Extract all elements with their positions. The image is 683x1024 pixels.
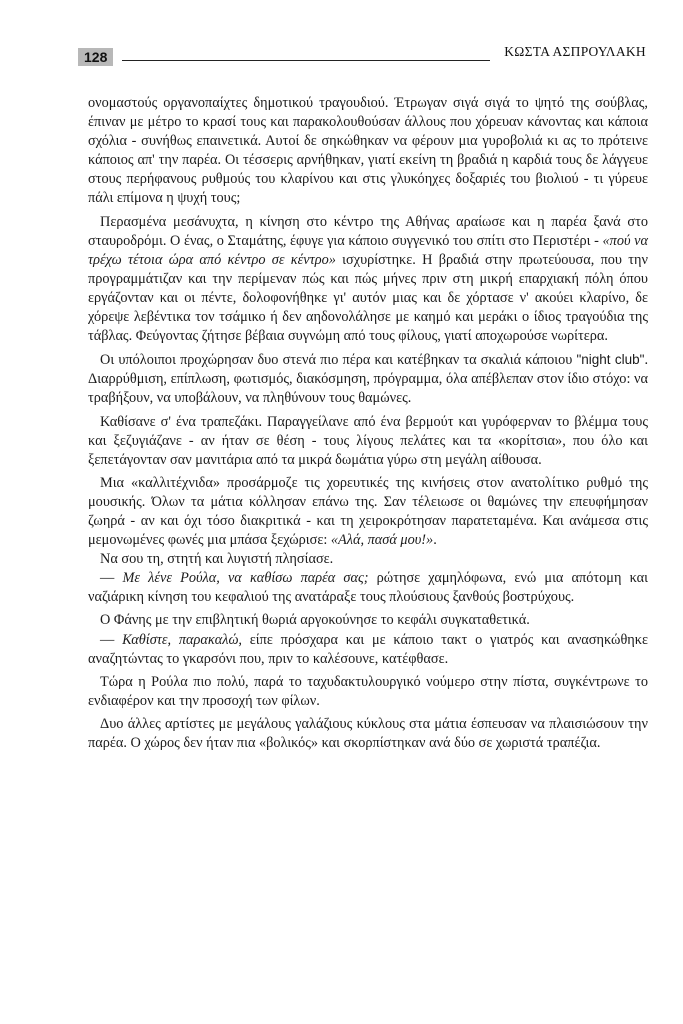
paragraph	[88, 94, 648, 209]
text-run: Με λένε Ρούλα, να καθίσω παρέα σας;	[122, 570, 369, 587]
text-run: Τώρα η Ρούλα πιο πολύ, παρά το ταχυδακτυλουργικό νούμερο στην πίστα, συγκέντρωνε το ενδιαφέρον και την προσοχή των φίλων.	[88, 673, 648, 709]
running-title: ΚΩΣΤΑ ΑΣΠΡΟΥΛΑΚΗ	[504, 44, 646, 59]
page-number: 128	[78, 48, 113, 66]
text-run: Δυο άλλες αρτίστες με μεγάλους γαλάζιους κύκλους στα μάτια έσπευσαν να πλαισιώσουν την παρέα. Ο χώρος δεν ήταν πια «βολικός» και σκορπίστηκαν ανά δύο σε χωριστά τραπέζια.	[88, 715, 648, 751]
paragraph	[88, 550, 648, 569]
text-run: —	[100, 631, 123, 648]
paragraph	[88, 474, 648, 550]
page-header	[78, 44, 646, 68]
text-run: Ο Φάνης με την επιβλητική θωριά αργοκούνησε το κεφάλι συγκαταθετικά.	[100, 612, 530, 629]
text-run: ρώτησε χαμηλόφωνα, ενώ μια απότομη και ναζιάρικη κίνηση του κεφαλιού της ανατάραξε τους πλούσιους ξανθούς βοστρύχους.	[88, 570, 649, 606]
text-run: ισχυρίστηκε. Η βραδιά στην πρωτεύουσα, που την προγραμμάτιζαν και την περίμεναν πώς και πώς μήνες πριν στη μικρή επαρχιακή πόλη όπου εργάζονταν και οι πέντε, δολοφονήθηκε γι' αυτόν μιας και δε χόρτασε ν' ακούει κλαρίνο, δε χόρεψε λεβέντικα τον τσάμικο ή δεν αηδονολάλησε με καημό και μεράκι ο ίδιος τραγούδια της τάβλας. Φεύγοντας ζήτησε βέβαια συγνώμη από τους φίλους, γιατί αποχωρούσε νωρίτερα.	[88, 251, 648, 345]
text-run: Περασμένα μεσάνυχτα, η κίνηση στο κέντρο της Αθήνας αραίωσε και η παρέα ξανά στο σταυροδρόμι. Ο ένας, ο Σταμάτης, έφυγε για κάποιο συγγενικό του σπίτι στο Περιστέρι -	[88, 213, 648, 249]
text-run: . Διαρρύθμιση, επίπλωση, φωτισμός, διακόσμηση, πρόγραμμα, όλα απέβλεπαν στον ίδιο στόχο: να τραβήξουν, να υποβάλουν, να πληθύνουν τους θαμώνες.	[88, 352, 649, 407]
text-run: «πού να τρέχω τέτοια ώρα από κέντρο σε κέντρο»	[88, 232, 648, 268]
paragraph	[88, 715, 648, 753]
paragraph	[88, 213, 648, 347]
text-run: Οι υπόλοιποι προχώρησαν δυο στενά πιο πέρα και κατέβηκαν τα σκαλιά κάποιου	[100, 352, 577, 369]
text-run: Να σου τη, στητή και λυγιστή πλησίασε.	[100, 551, 334, 568]
paragraph	[88, 413, 648, 470]
text-run: «Αλά, πασά μου!»	[330, 532, 434, 549]
paragraph	[88, 569, 648, 607]
paragraph	[88, 350, 648, 408]
header-rule	[122, 60, 490, 61]
body-text	[88, 94, 648, 757]
paragraph	[88, 631, 648, 669]
paragraph	[88, 673, 648, 711]
text-run: Καθίστε, παρακαλώ,	[122, 631, 242, 648]
text-run: Μια «καλλιτέχνιδα» προσάρμοζε τις χορευτικές της κινήσεις στον ανατολίτικο ρυθμό της μουσικής. Όλων τα μάτια κόλλησαν επάνω της. Σαν τέλειωσε οι θαμώνες την επευφήμησαν ζωηρά - αν και όχι τόσο διακριτικά - και τη χειροκρότησαν παρατεταμένα. Και ανάμεσα στις μεμονωμένες φωνές μια μπάσα ξεχώρισε:	[88, 474, 648, 549]
text-run: Καθίσανε σ' ένα τραπεζάκι. Παραγγείλανε από ένα βερμούτ και γυρόφερναν το βλέμμα τους και ξεζυγιάζανε - αν ήταν σε θέση - τους λίγους πελάτες και τα «κορίτσια», που όλο και ξεπετάγονταν σαν μανιτάρια από τα μικρά δωμάτια γύρω στη μεγάλη αίθουσα.	[88, 413, 648, 468]
text-run: είπε πρόσχαρα και με κάποιο τακτ ο γιατρός και ανασηκώθηκε αναζητώντας το γκαρσόνι που, πριν το καλέσουνε, κατέφθασε.	[88, 631, 648, 667]
text-run: .	[433, 532, 437, 549]
text-run: —	[100, 570, 123, 587]
paragraph	[88, 611, 648, 630]
text-run: ονομαστούς οργανοπαίχτες δημοτικού τραγουδιού. Έτρωγαν σιγά σιγά το ψητό της σούβλας, έπιναν με μέτρο το κρασί τους και παρακολουθούσαν άλλους που χόρευαν κάνοντας και κάποια σχόλια - συνήθως επαινετικά. Αυτοί δε σηκώθηκαν να φέρουν μια γυροβολιά κι ας το πρότεινε κάποιος απ' την παρέα. Οι τέσσερις αρνήθηκαν, γιατί εκείνη τη βραδιά η καρδιά τους δε λάγγευε στους περήφανους ρυθμούς του κλαρίνου και στις γλυκόηχες δοξαριές του βιολιού - τι γύρευε πάλι επίμονα η ψυχή τους;	[88, 95, 648, 207]
text-run: "night club"	[576, 352, 645, 368]
